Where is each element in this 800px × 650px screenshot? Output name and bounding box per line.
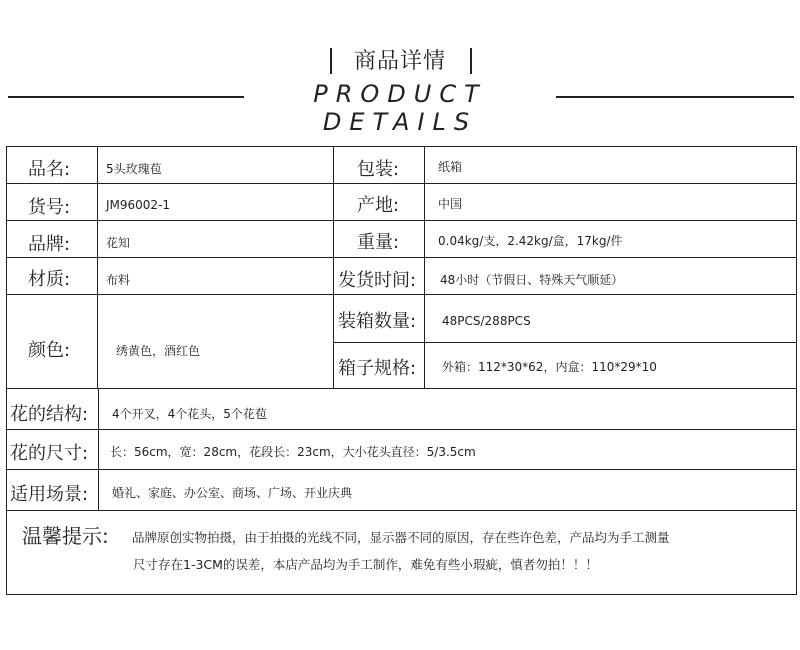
color-label: 颜色:	[28, 340, 71, 361]
row-divider	[6, 294, 796, 295]
col-divider	[98, 388, 99, 510]
col-divider	[97, 146, 98, 388]
delivery-value: 48小时（节假日、特殊天气顺延）	[440, 273, 624, 287]
material-value: 布料	[106, 273, 131, 287]
col-divider	[424, 146, 425, 388]
row-divider	[6, 429, 796, 430]
size-value: 长：56cm，宽：28cm，花段长：23cm，大小花头直径：5/3.5cm	[110, 445, 476, 459]
origin-value: 中国	[438, 197, 463, 211]
tips-label: 温馨提示:	[22, 524, 109, 548]
row-divider	[6, 510, 796, 511]
delivery-label: 发货时间:	[338, 270, 417, 291]
row-divider	[333, 342, 796, 343]
scenes-label: 适用场景:	[10, 484, 89, 505]
color-value: 绣黄色，酒红色	[116, 344, 201, 358]
title-right-rule	[556, 96, 794, 98]
structure-label: 花的结构:	[10, 404, 89, 425]
tips-line-1: 品牌原创实物拍摄，由于拍摄的光线不同，显示器不同的原因，存在些许色差，产品均为手工测量	[132, 530, 670, 545]
size-label: 花的尺寸:	[10, 443, 89, 464]
row-divider	[6, 220, 796, 221]
structure-value: 4个开叉，4个花头，5个花苞	[112, 407, 267, 421]
brand-label: 品牌:	[28, 234, 71, 255]
title-right-bar	[470, 48, 472, 74]
title-left-bar	[330, 48, 332, 74]
item-no-label: 货号:	[28, 197, 71, 218]
item-no-value: JM96002-1	[106, 198, 171, 212]
row-divider	[6, 388, 796, 389]
row-divider	[6, 469, 796, 470]
brand-value: 花知	[106, 236, 131, 250]
scenes-value: 婚礼、家庭、办公室、商场、广场、开业庆典	[112, 486, 353, 500]
col-divider	[333, 146, 334, 388]
name-label: 品名:	[28, 159, 71, 180]
row-divider	[6, 257, 796, 258]
box-qty-value: 48PCS/288PCS	[442, 314, 531, 328]
box-qty-label: 装箱数量:	[338, 311, 417, 332]
row-divider	[6, 183, 796, 184]
name-value: 5头玫瑰苞	[106, 162, 162, 176]
title-left-rule	[8, 96, 244, 98]
box-spec-value: 外箱：112*30*62，内盒：110*29*10	[442, 360, 657, 374]
origin-label: 产地:	[357, 195, 400, 216]
weight-value: 0.04kg/支，2.42kg/盒，17kg/件	[438, 234, 623, 248]
material-label: 材质:	[28, 269, 71, 290]
packaging-label: 包装:	[357, 159, 400, 180]
box-spec-label: 箱子规格:	[338, 358, 417, 379]
page-title-en: PRODUCT DETAILS	[313, 80, 487, 136]
page-title-cn: 商品详情	[353, 49, 446, 74]
packaging-value: 纸箱	[438, 160, 463, 174]
weight-label: 重量:	[357, 232, 400, 253]
tips-line-2: 尺寸存在1-3CM的误差，本店产品均为手工制作，难免有些小瑕疵，慎者勿拍！！！	[133, 557, 598, 572]
